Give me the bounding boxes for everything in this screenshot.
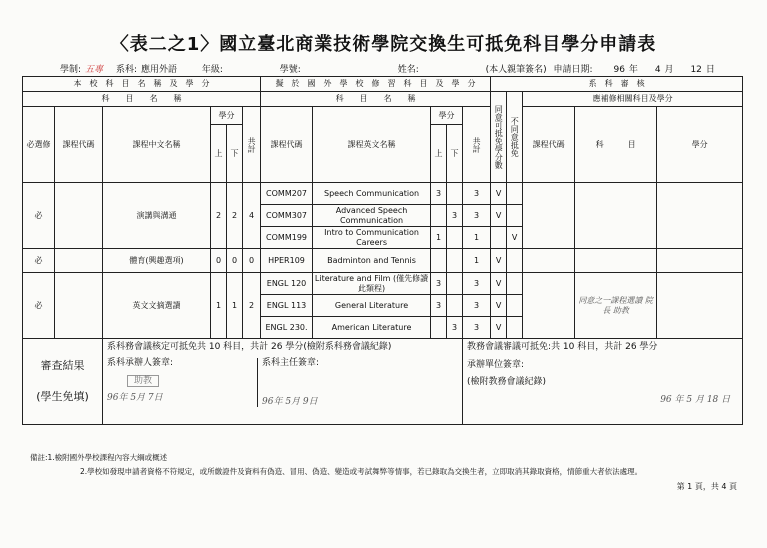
form-title: 〈表二之1〉國立臺北商業技術學院交換生可抵免科目學分申請表 xyxy=(110,34,657,55)
foreign-lower xyxy=(447,295,463,317)
credits-header: 學分 xyxy=(211,107,243,125)
foreign-lower xyxy=(447,183,463,205)
foreign-upper: 3 xyxy=(431,273,447,295)
dept-meeting-text: 系科務會議核定可抵免共 10 科目，共計 26 學分(檢附系科務會議紀錄) xyxy=(107,342,392,352)
school-system-label: 學制: xyxy=(60,65,82,75)
day-unit: 日 xyxy=(705,65,715,75)
table-row xyxy=(23,183,743,205)
home-code xyxy=(55,273,103,339)
agree-mark xyxy=(491,227,507,249)
self-sign-note: (本人親筆簽名) xyxy=(485,65,547,75)
dept-head-date: 96年 5月 9日 xyxy=(262,396,318,407)
disagree-mark xyxy=(507,317,523,339)
foreign-lower: 3 xyxy=(447,317,463,339)
upper-header: 上 xyxy=(211,125,227,183)
dept-review-cell xyxy=(103,339,463,425)
dept-head-label: 系科主任簽章: xyxy=(262,358,320,369)
foreign-code: ENGL 120 xyxy=(261,273,313,295)
agree-mark: V xyxy=(491,205,507,227)
home-lower: 0 xyxy=(227,249,243,273)
agree-mark: V xyxy=(491,249,507,273)
foreign-upper: 3 xyxy=(431,183,447,205)
group-type: 必 xyxy=(23,183,55,249)
dept-handler-label: 系科承辦人簽章: xyxy=(107,358,174,369)
foreign-code: COMM199 xyxy=(261,227,313,249)
agree-header: 同意可抵免學分數 xyxy=(491,92,507,183)
note-1: 備註:1.檢附國外學校課程內容大綱或概述 xyxy=(30,453,168,462)
foreign-code: COMM207 xyxy=(261,183,313,205)
review-note: 同意之一課程選讀 院長 助教 xyxy=(575,273,657,339)
foreign-code: COMM307 xyxy=(261,205,313,227)
apply-year: 96 xyxy=(613,65,625,75)
student-no-label: 學號: xyxy=(279,65,301,75)
foreign-code: ENGL 230. xyxy=(261,317,313,339)
foreign-upper-header: 上 xyxy=(431,125,447,183)
result-label-cell xyxy=(23,339,103,425)
note-2: 2.學校如發現申請者資格不符規定，或所繳證件及資料有偽造、冒用、偽造、變造或考試舞弊等情事，若已錄取為交換生者，立即取消其錄取資格，情節重大者依法處理。 xyxy=(80,467,643,476)
grade-label: 年級: xyxy=(201,65,223,75)
foreign-code: ENGL 113 xyxy=(261,295,313,317)
disagree-mark: V xyxy=(507,227,523,249)
review-subject-header: 科 目 xyxy=(575,107,657,183)
foreign-total: 3 xyxy=(463,205,491,227)
foreign-name: American Literature xyxy=(313,317,431,339)
result-section xyxy=(23,339,743,425)
foreign-course-name-header: 科 目 名 稱 xyxy=(261,92,491,107)
should-take-header: 應補修相關科目及學分 xyxy=(523,92,743,107)
apply-day: 12 xyxy=(690,65,702,75)
home-total: 4 xyxy=(243,183,261,249)
foreign-name: Badminton and Tennis xyxy=(313,249,431,273)
table-row xyxy=(23,249,743,273)
foreign-total: 1 xyxy=(463,227,491,249)
home-course-name-header: 科 目 名 稱 xyxy=(23,92,261,107)
agree-mark: V xyxy=(491,273,507,295)
review-code xyxy=(523,183,575,249)
foreign-code: HPER109 xyxy=(261,249,313,273)
review-subject xyxy=(575,183,657,249)
dept-handler-date: 96年 5月 7日 xyxy=(107,393,163,404)
month-unit: 月 xyxy=(664,65,674,75)
foreign-upper: 3 xyxy=(431,295,447,317)
table-row xyxy=(23,273,743,295)
english-name-header: 課程英文名稱 xyxy=(313,107,431,183)
home-lower: 2 xyxy=(227,183,243,249)
unit-sign-label: 承辦單位簽章: xyxy=(467,360,525,371)
foreign-lower xyxy=(447,227,463,249)
total-header: 共計 xyxy=(243,107,261,183)
academic-meeting-text: 教務會議審議可抵免:共 10 科目，共計 26 學分 xyxy=(467,342,658,352)
foreign-lower xyxy=(447,273,463,295)
home-upper: 2 xyxy=(211,183,227,249)
review-code xyxy=(523,273,575,339)
disagree-mark xyxy=(507,183,523,205)
disagree-mark xyxy=(507,273,523,295)
review-header: 系 科 審 核 xyxy=(491,77,743,92)
home-code xyxy=(55,249,103,273)
foreign-lower: 3 xyxy=(447,205,463,227)
academic-review-cell xyxy=(463,339,743,425)
foreign-lower-header: 下 xyxy=(447,125,463,183)
home-school-header: 本 校 科 目 名 稱 及 學 分 xyxy=(23,77,261,92)
foreign-total: 3 xyxy=(463,295,491,317)
dept-value: 應用外語 xyxy=(140,65,177,75)
foreign-name: Intro to Communication Careers xyxy=(313,227,431,249)
group-type: 必 xyxy=(23,273,55,339)
applicant-info xyxy=(60,62,719,75)
review-credit xyxy=(657,273,743,339)
apply-date-label: 申請日期: xyxy=(553,65,593,75)
required-elective-header: 必選修 xyxy=(23,107,55,183)
credit-waiver-table xyxy=(22,76,743,425)
academic-record-note: (檢附教務會議紀錄) xyxy=(467,376,547,387)
school-system-value: 五專 xyxy=(85,65,104,75)
home-total: 2 xyxy=(243,273,261,339)
foreign-total: 3 xyxy=(463,183,491,205)
review-credit-header: 學分 xyxy=(657,107,743,183)
review-credit xyxy=(657,249,743,273)
course-code-header: 課程代碼 xyxy=(55,107,103,183)
review-code-header: 課程代碼 xyxy=(523,107,575,183)
home-code xyxy=(55,183,103,249)
foreign-name: Advanced Speech Communication xyxy=(313,205,431,227)
disagree-header: 不同意抵免 xyxy=(507,92,523,183)
academic-date: 96 年 5 月 18 日 xyxy=(660,395,731,406)
dept-handler-stamp: 助教 xyxy=(127,375,159,387)
foreign-name: Literature and Film (僅先修讀此類程) xyxy=(313,273,431,295)
review-credit xyxy=(657,183,743,249)
result-label: 審查結果 xyxy=(40,358,85,372)
foreign-total-header: 共計 xyxy=(463,107,491,183)
foreign-code-header: 課程代碼 xyxy=(261,107,313,183)
agree-mark: V xyxy=(491,295,507,317)
home-course-name: 英文文摘選讀 xyxy=(103,273,211,339)
home-upper: 1 xyxy=(211,273,227,339)
chinese-name-header: 課程中文名稱 xyxy=(103,107,211,183)
foreign-total: 1 xyxy=(463,249,491,273)
review-subject xyxy=(575,249,657,273)
disagree-mark xyxy=(507,249,523,273)
foreign-upper xyxy=(431,205,447,227)
home-lower: 1 xyxy=(227,273,243,339)
home-upper: 0 xyxy=(211,249,227,273)
dept-label: 系科: xyxy=(115,65,137,75)
foreign-name: General Literature xyxy=(313,295,431,317)
foreign-school-header: 擬 於 國 外 學 校 修 習 科 目 及 學 分 xyxy=(261,77,491,92)
group-type: 必 xyxy=(23,249,55,273)
apply-month: 4 xyxy=(654,65,661,75)
foreign-upper xyxy=(431,249,447,273)
foreign-total: 3 xyxy=(463,317,491,339)
agree-mark: V xyxy=(491,317,507,339)
foreign-total: 3 xyxy=(463,273,491,295)
name-label: 姓名: xyxy=(397,65,419,75)
page-indicator: 第 1 頁，共 4 頁 xyxy=(676,482,737,491)
foreign-upper: 1 xyxy=(431,227,447,249)
foreign-credits-header: 學分 xyxy=(431,107,463,125)
home-course-name: 體育(興趣選項) xyxy=(103,249,211,273)
disagree-mark xyxy=(507,295,523,317)
year-unit: 年 xyxy=(628,65,638,75)
agree-mark: V xyxy=(491,183,507,205)
foreign-lower xyxy=(447,249,463,273)
home-course-name: 演講與溝通 xyxy=(103,183,211,249)
foreign-upper xyxy=(431,317,447,339)
result-sublabel: (學生免填) xyxy=(36,389,89,403)
disagree-mark xyxy=(507,205,523,227)
foreign-name: Speech Communication xyxy=(313,183,431,205)
lower-header: 下 xyxy=(227,125,243,183)
home-total: 0 xyxy=(243,249,261,273)
review-code xyxy=(523,249,575,273)
